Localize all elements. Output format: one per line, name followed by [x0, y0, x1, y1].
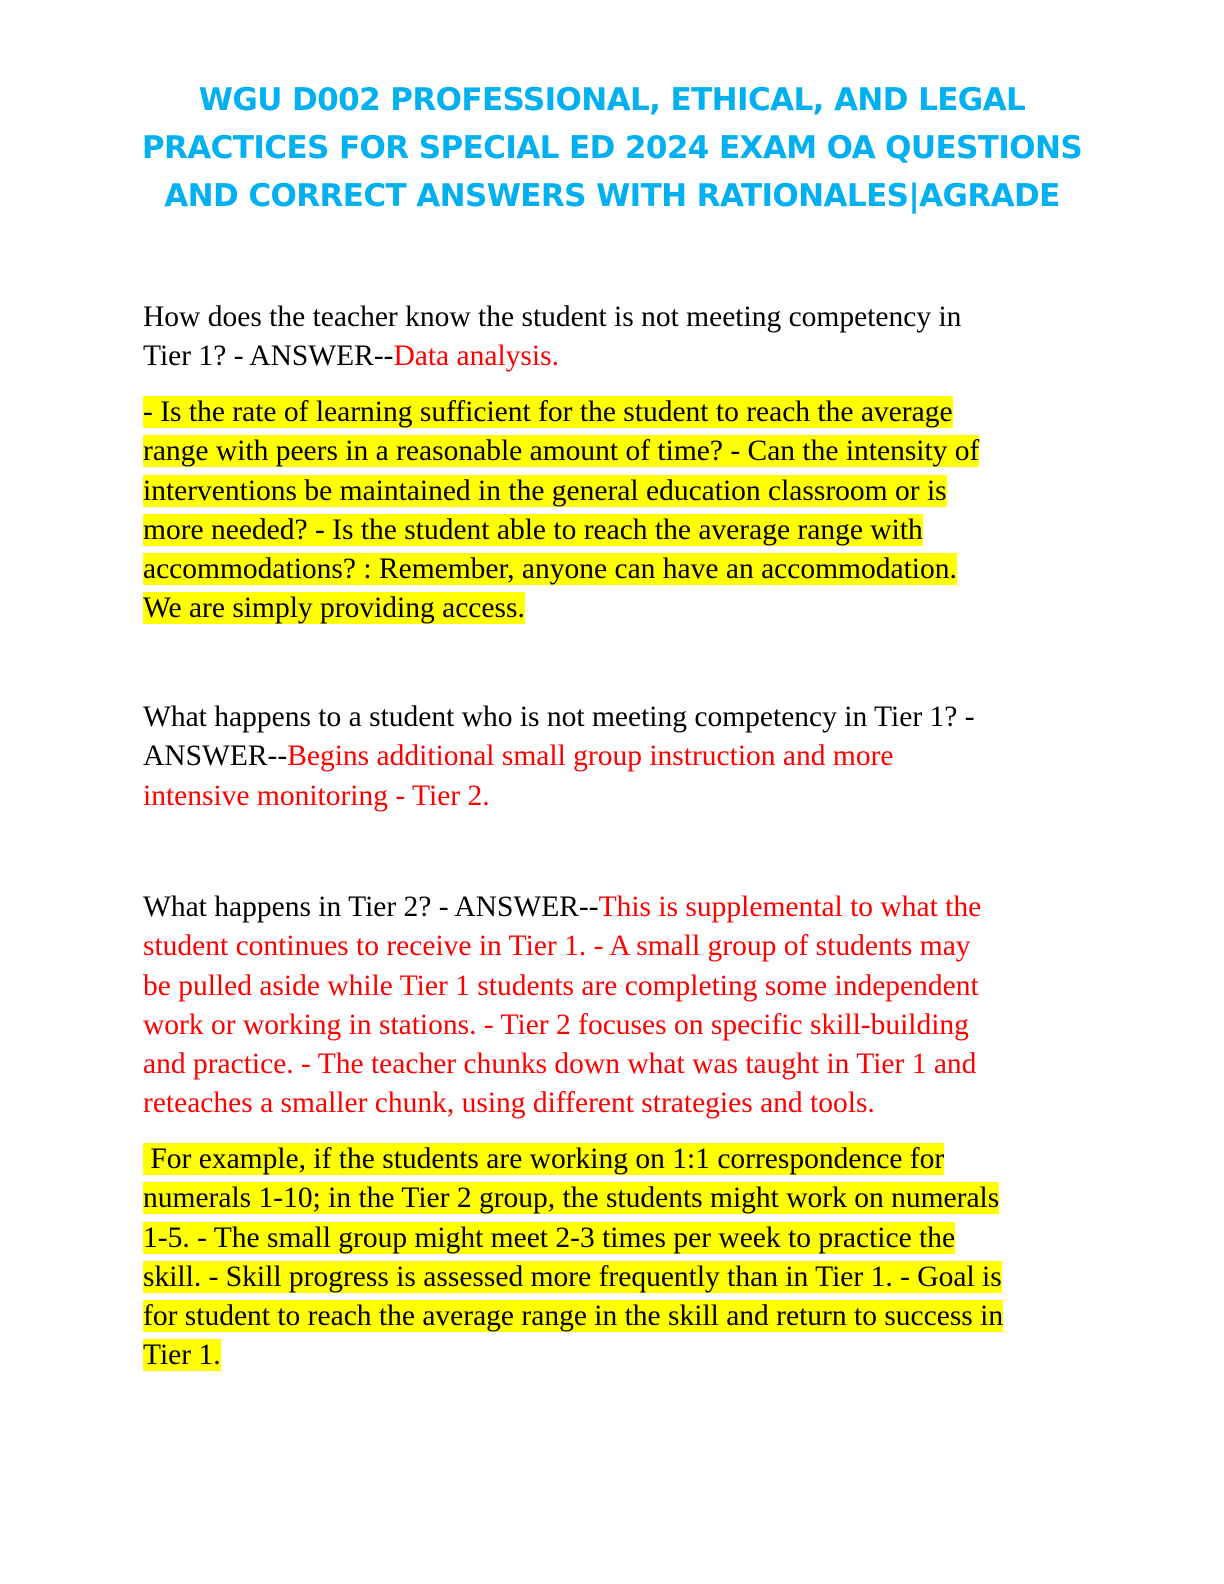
highlighted-text: more needed? - Is the student able to reach the average range with [143, 513, 923, 546]
rationale-line [143, 1297, 1083, 1336]
question-line: How does the teacher know the student is not meeting competency in [143, 301, 962, 333]
title-line: AND CORRECT ANSWERS WITH RATIONALES|AGRADE [164, 178, 1060, 214]
answer-text: Data analysis. [393, 340, 559, 373]
question-line [143, 737, 1083, 776]
highlighted-text: We are simply providing access. [143, 592, 525, 625]
question-line [143, 888, 1083, 927]
highlighted-text: 1-5. - The small group might meet 2-3 times per week to practice the [143, 1221, 956, 1254]
question-line [143, 337, 1083, 376]
highlighted-text: numerals 1-10; in the Tier 2 group, the students might work on numerals [143, 1182, 1000, 1215]
highlighted-text: skill. - Skill progress is assessed more frequently than in Tier 1. - Goal is [143, 1260, 1002, 1293]
answer-text: This is supplemental to what the [598, 891, 982, 923]
rationale-line [143, 1219, 1083, 1258]
highlighted-text: interventions be maintained in the general education classroom or is [143, 474, 947, 507]
question-line: What happens to a student who is not meeting competency in Tier 1? - [143, 701, 975, 733]
rationale-line [143, 589, 1083, 628]
rationale-line [143, 1179, 1083, 1218]
rationale-3 [143, 1140, 1083, 1376]
highlighted-text: for student to reach the average range in the skill and return to success in [143, 1300, 1004, 1333]
answer-line: student continues to receive in Tier 1. - A small group of students may [143, 930, 971, 963]
rationale-line [143, 393, 1083, 432]
answer-line: be pulled aside while Tier 1 students are completing some independent [143, 969, 979, 1002]
rationale-line [143, 472, 1083, 511]
highlighted-text: accommodations? : Remember, anyone can have an accommodation. [143, 553, 957, 586]
question-1 [143, 298, 1083, 377]
question-2 [143, 698, 1083, 816]
question-text: ANSWER-- [143, 740, 288, 773]
highlighted-text: Tier 1. [143, 1339, 221, 1372]
answer-text: Begins additional small group instruction and more [287, 740, 894, 773]
rationale-line [143, 432, 1083, 471]
answer-line: intensive monitoring - Tier 2. [143, 779, 490, 812]
answer-line: work or working in stations. - Tier 2 focuses on specific skill-building [143, 1008, 969, 1041]
rationale-1 [143, 393, 1083, 629]
rationale-line [143, 550, 1083, 589]
highlighted-text: - Is the rate of learning sufficient for the student to reach the average [143, 396, 953, 428]
question-3 [143, 888, 1083, 1124]
highlighted-text: range with peers in a reasonable amount of time? - Can the intensity of [143, 435, 980, 468]
title-line: WGU D002 PROFESSIONAL, ETHICAL, AND LEGAL [198, 82, 1026, 118]
answer-line: and practice. - The teacher chunks down what was taught in Tier 1 and [143, 1048, 977, 1081]
title-line: PRACTICES FOR SPECIAL ED 2024 EXAM OA QUESTIONS [141, 130, 1083, 166]
rationale-line [143, 1140, 1083, 1179]
question-text: Tier 1? - ANSWER-- [143, 340, 394, 373]
highlighted-text: For example, if the students are working on 1:1 correspondence for [143, 1143, 945, 1175]
answer-line: reteaches a smaller chunk, using different strategies and tools. [143, 1087, 875, 1120]
document-title [120, 76, 1104, 220]
question-text: What happens in Tier 2? - ANSWER-- [143, 891, 599, 923]
rationale-line [143, 1336, 1083, 1375]
rationale-line [143, 511, 1083, 550]
rationale-line [143, 1258, 1083, 1297]
